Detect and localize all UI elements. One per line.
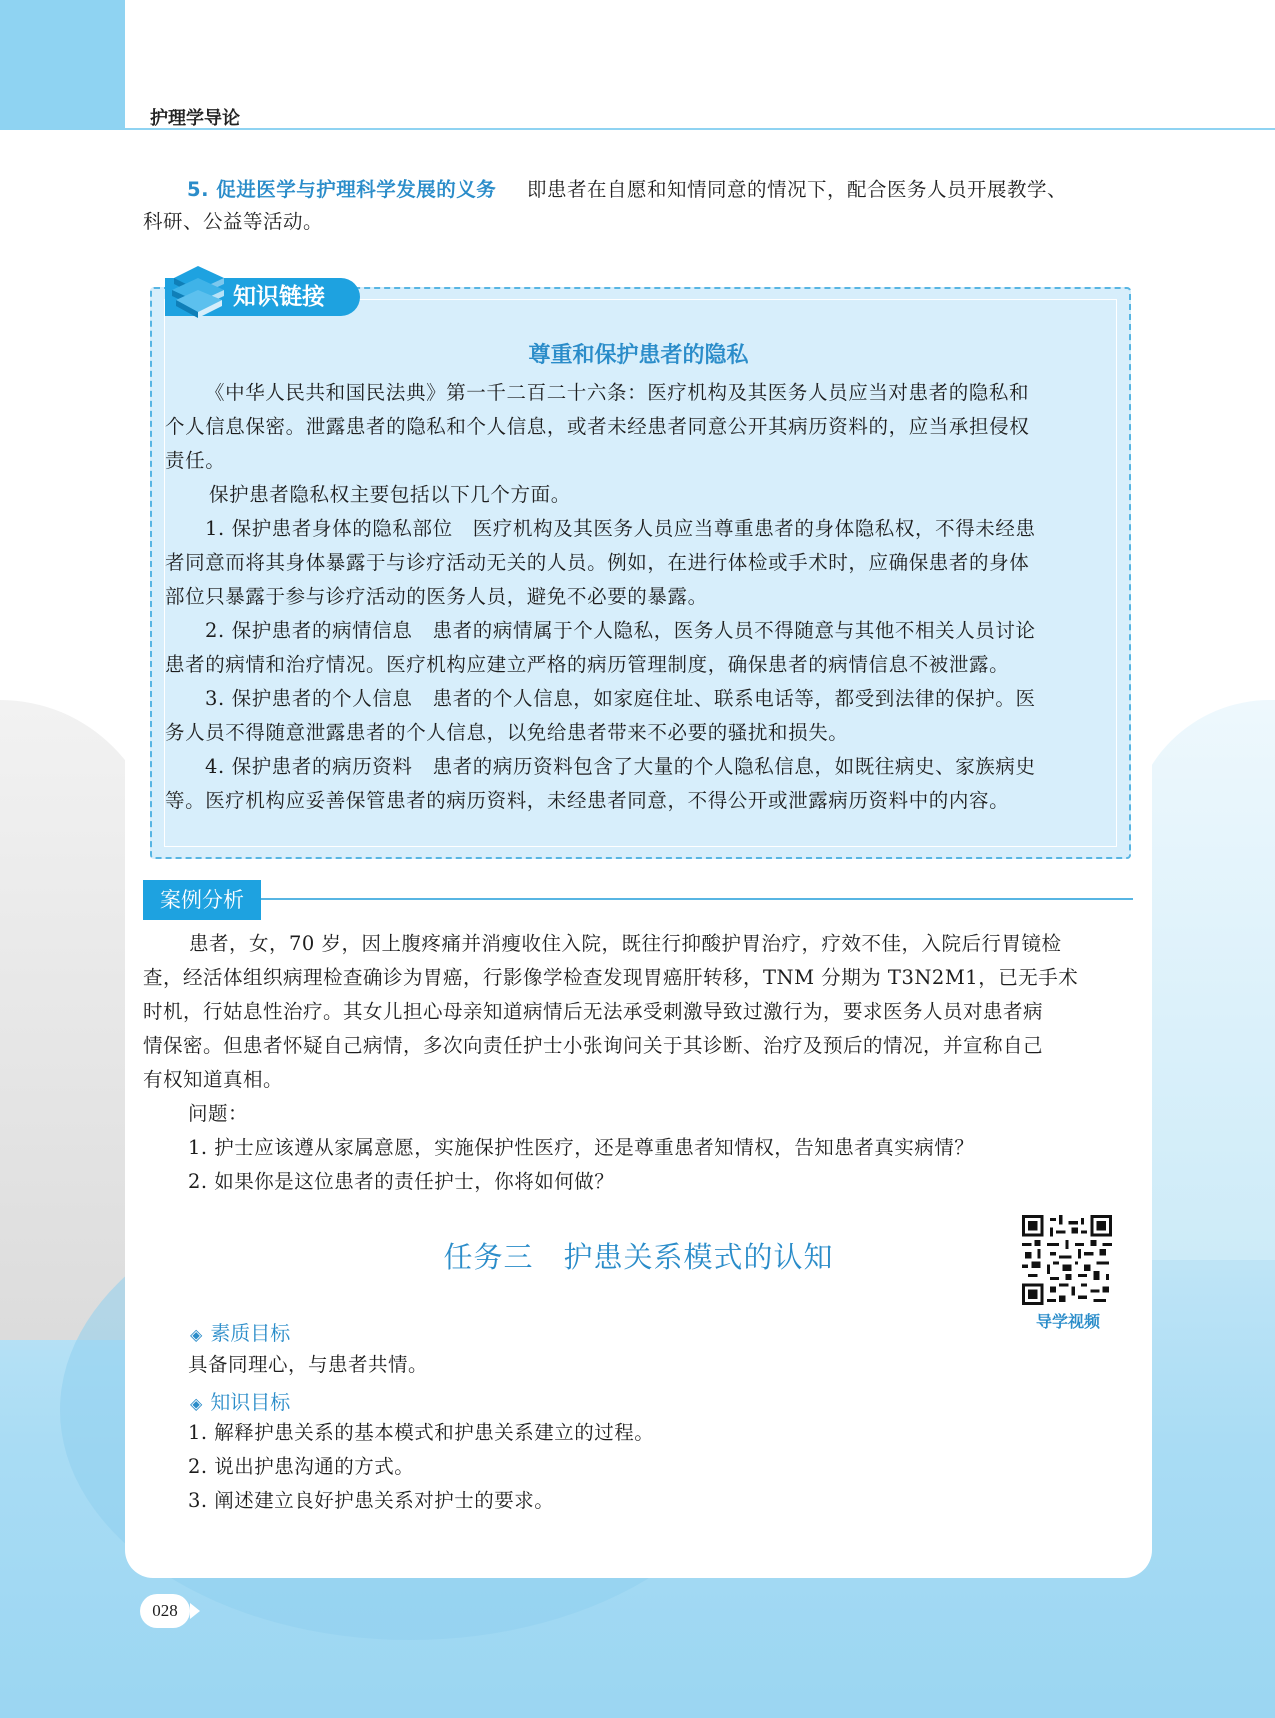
knowledge-goal-item: 2. 说出护患沟通的方式。 bbox=[188, 1455, 415, 1478]
case-analysis-tab: 案例分析 bbox=[143, 880, 261, 920]
header-color-tab bbox=[0, 0, 125, 130]
intro-line-2: 科研、公益等活动。 bbox=[143, 210, 324, 233]
knowledge-line: 4. 保护患者的病历资料 患者的病历资料包含了大量的个人隐私信息，如既往病史、家族病史 bbox=[205, 755, 1036, 778]
qr-code-icon[interactable] bbox=[1022, 1215, 1112, 1305]
intro-line-1: 即患者在自愿和知情同意的情况下，配合医务人员开展教学、 bbox=[526, 178, 1067, 201]
case-line: 有权知道真相。 bbox=[143, 1068, 284, 1091]
knowledge-title: 尊重和保护患者的隐私 bbox=[528, 343, 749, 368]
knowledge-goal-item: 3. 阐述建立良好护患关系对护士的要求。 bbox=[188, 1489, 555, 1512]
case-question-label: 问题： bbox=[188, 1102, 249, 1125]
diamond-bullet-icon: ◈ bbox=[190, 1325, 203, 1344]
knowledge-line: 保护患者隐私权主要包括以下几个方面。 bbox=[209, 483, 571, 506]
knowledge-line: 责任。 bbox=[165, 449, 226, 472]
task-title: 任务三 护患关系模式的认知 bbox=[443, 1240, 834, 1274]
knowledge-line: 患者的病情和治疗情况。医疗机构应建立严格的病历管理制度，确保患者的病情信息不被泄露。 bbox=[165, 653, 1010, 676]
running-head: 护理学导论 bbox=[150, 108, 240, 129]
qr-code-label: 导学视频 bbox=[1035, 1312, 1100, 1331]
intro-heading: 5. 促进医学与护理科学发展的义务 bbox=[187, 178, 497, 201]
knowledge-goal-item: 1. 解释护患关系的基本模式和护患关系建立的过程。 bbox=[188, 1421, 655, 1444]
knowledge-line: 1. 保护患者身体的隐私部位 医疗机构及其医务人员应当尊重患者的身体隐私权，不得未经患 bbox=[205, 517, 1036, 540]
knowledge-goal-heading: ◈ 知识目标 bbox=[190, 1390, 291, 1414]
case-line: 情保密。但患者怀疑自己病情，多次向责任护士小张询问关于其诊断、治疗及预后的情况，并宣称自己 bbox=[143, 1034, 1044, 1057]
knowledge-line: 部位只暴露于参与诊疗活动的医务人员，避免不必要的暴露。 bbox=[165, 585, 708, 608]
knowledge-line: 者同意而将其身体暴露于与诊疗活动无关的人员。例如，在进行体检或手术时，应确保患者的身体 bbox=[165, 551, 1030, 574]
case-line: 查，经活体组织病理检查确诊为胃癌，行影像学检查发现胃癌肝转移，TNM 分期为 T3N2M1，已无手术 bbox=[143, 966, 1079, 989]
knowledge-line: 务人员不得随意泄露患者的个人信息，以免给患者带来不必要的骚扰和损失。 bbox=[165, 721, 849, 744]
knowledge-line: 2. 保护患者的病情信息 患者的病情属于个人隐私，医务人员不得随意与其他不相关人员讨论 bbox=[205, 619, 1036, 642]
knowledge-line: 《中华人民共和国民法典》第一千二百二十六条：医疗机构及其医务人员应当对患者的隐私和 bbox=[205, 381, 1030, 404]
knowledge-line: 3. 保护患者的个人信息 患者的个人信息，如家庭住址、联系电话等，都受到法律的保护。医 bbox=[205, 687, 1036, 710]
case-question: 2. 如果你是这位患者的责任护士，你将如何做？ bbox=[188, 1170, 615, 1193]
intro-paragraph bbox=[143, 173, 1133, 207]
case-question: 1. 护士应该遵从家属意愿，实施保护性医疗，还是尊重患者知情权，告知患者真实病情？ bbox=[188, 1136, 975, 1159]
diamond-bullet-icon: ◈ bbox=[190, 1394, 203, 1413]
quality-goal-heading: ◈ 素质目标 bbox=[190, 1321, 291, 1345]
knowledge-badge: 知识链接 bbox=[165, 278, 360, 316]
knowledge-line: 个人信息保密。泄露患者的隐私和个人信息，或者未经患者同意公开其病历资料的，应当承担侵权 bbox=[165, 415, 1030, 438]
case-analysis-rule bbox=[261, 898, 1133, 900]
case-line: 时机，行姑息性治疗。其女儿担心母亲知道病情后无法承受刺激导致过激行为，要求医务人员对患者病 bbox=[143, 1000, 1044, 1023]
quality-goal-text: 具备同理心，与患者共情。 bbox=[188, 1353, 429, 1376]
page-number: 028 bbox=[140, 1594, 190, 1628]
knowledge-line: 等。医疗机构应妥善保管患者的病历资料，未经患者同意，不得公开或泄露病历资料中的内容。 bbox=[165, 789, 1010, 812]
case-line: 患者，女，70 岁，因上腹疼痛并消瘦收住入院，既往行抑酸护胃治疗，疗效不佳，入院后行胃镜检 bbox=[189, 932, 1062, 955]
books-icon bbox=[168, 256, 228, 320]
